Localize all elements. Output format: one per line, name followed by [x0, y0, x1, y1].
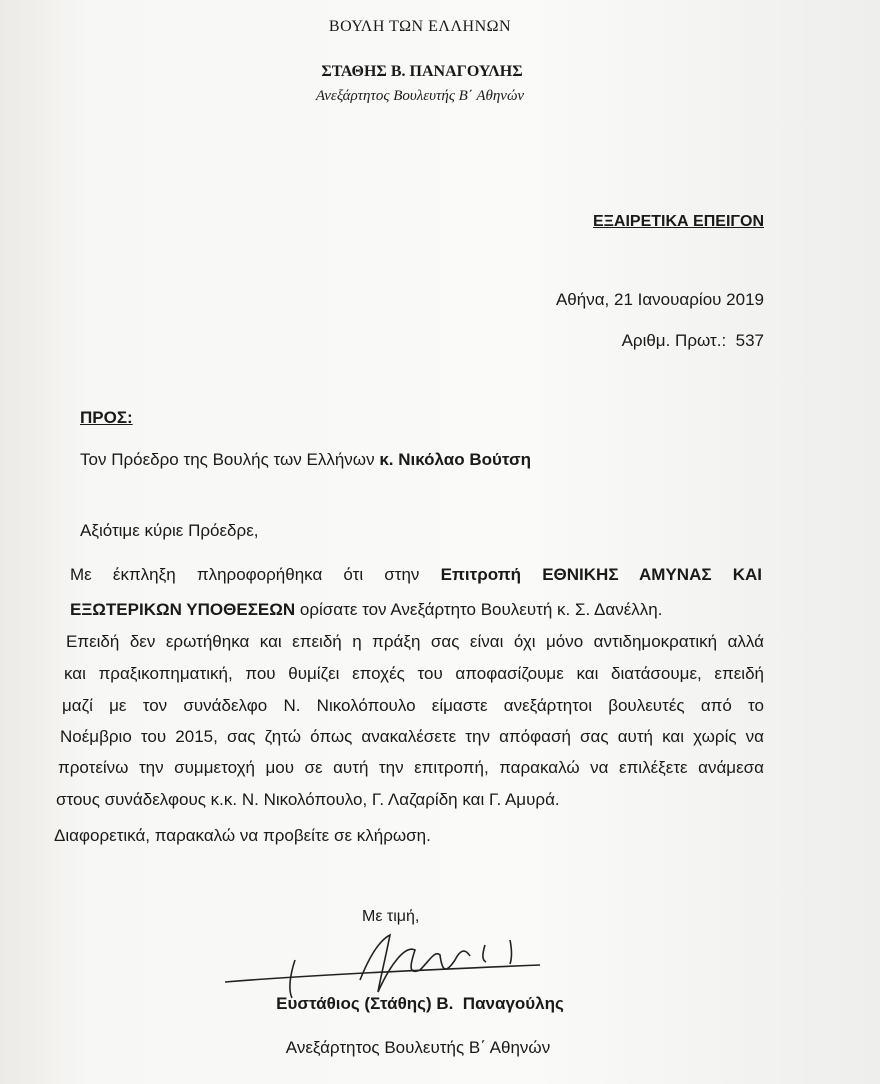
text-span: Με έκπληξη πληροφορήθηκα ότι στην	[70, 565, 420, 584]
paragraph2-line: προτείνω την συμμετοχή μου σε αυτή την επιτροπή, παρακαλώ να επιλέξετε ανάμεσα	[58, 758, 764, 777]
recipient-prefix: Τον Πρόεδρο της Βουλής των Ελλήνων	[80, 450, 375, 469]
recipient	[80, 450, 531, 470]
sender-title: Ανεξάρτητος Βουλευτής Β΄ Αθηνών	[315, 88, 525, 104]
salutation: Αξιότιμε κύριε Πρόεδρε,	[80, 521, 259, 540]
paragraph2-line: μαζί με τον συνάδελφο Ν. Νικολόπουλο είμαστε ανεξάρτητοι βουλευτές από το	[62, 696, 764, 715]
committee-name: Επιτροπή ΕΘΝΙΚΗΣ ΑΜΥΝΑΣ ΚΑΙ	[440, 565, 762, 584]
urgency-label: ΕΞΑΙΡΕΤΙΚΑ ΕΠΕΙΓΟΝ	[592, 213, 764, 230]
paragraph1-line2	[70, 600, 662, 620]
recipient-name: κ. Νικόλαο Βούτση	[379, 450, 532, 469]
sender-name: ΣΤΑΘΗΣ Β. ΠΑΝΑΓΟΥΛΗΣ	[321, 63, 523, 80]
handwritten-signature	[220, 920, 550, 1000]
signatory-name: Ευστάθιος (Στάθης) Β. Παναγούλης	[276, 994, 564, 1013]
paragraph2-line: και πραξικοπηματική, που θυμίζει εποχές του αποφασίζουμε και διατάσουμε, επειδή	[64, 664, 764, 683]
paragraph1-line1	[70, 565, 762, 585]
letter-date: Αθήνα, 21 Ιανουαρίου 2019	[555, 290, 764, 309]
closing: Με τιμή,	[362, 908, 420, 925]
to-label: ΠΡΟΣ:	[80, 408, 133, 427]
parliament-heading: ΒΟΥΛΗ ΤΩΝ ΕΛΛΗΝΩΝ	[328, 18, 512, 35]
paragraph2-line: Νοέμβριο του 2015, σας ζητώ όπως ανακαλέσετε την απόφασή σας αυτή και χωρίς να	[60, 727, 764, 746]
paragraph3: Διαφορετικά, παρακαλώ να προβείτε σε κλήρωση.	[54, 826, 431, 845]
text-span: ορίσατε τον Ανεξάρτητο Βουλευτή κ. Σ. Δανέλλη.	[299, 600, 663, 619]
paragraph2-line: Επειδή δεν ερωτήθηκα και επειδή η πράξη σας είναι όχι μόνο αντιδημοκρατική αλλά	[66, 632, 764, 651]
signatory-title: Ανεξάρτητος Βουλευτής Β΄ Αθηνών	[285, 1038, 551, 1057]
committee-name-cont: ΕΞΩΤΕΡΙΚΩΝ ΥΠΟΘΕΣΕΩΝ	[70, 600, 296, 619]
paragraph2-line: στους συνάδελφους κ.κ. Ν. Νικολόπουλο, Γ. Λαζαρίδη και Γ. Αμυρά.	[56, 790, 560, 809]
protocol-number: Αριθμ. Πρωτ.: 537	[621, 331, 764, 350]
